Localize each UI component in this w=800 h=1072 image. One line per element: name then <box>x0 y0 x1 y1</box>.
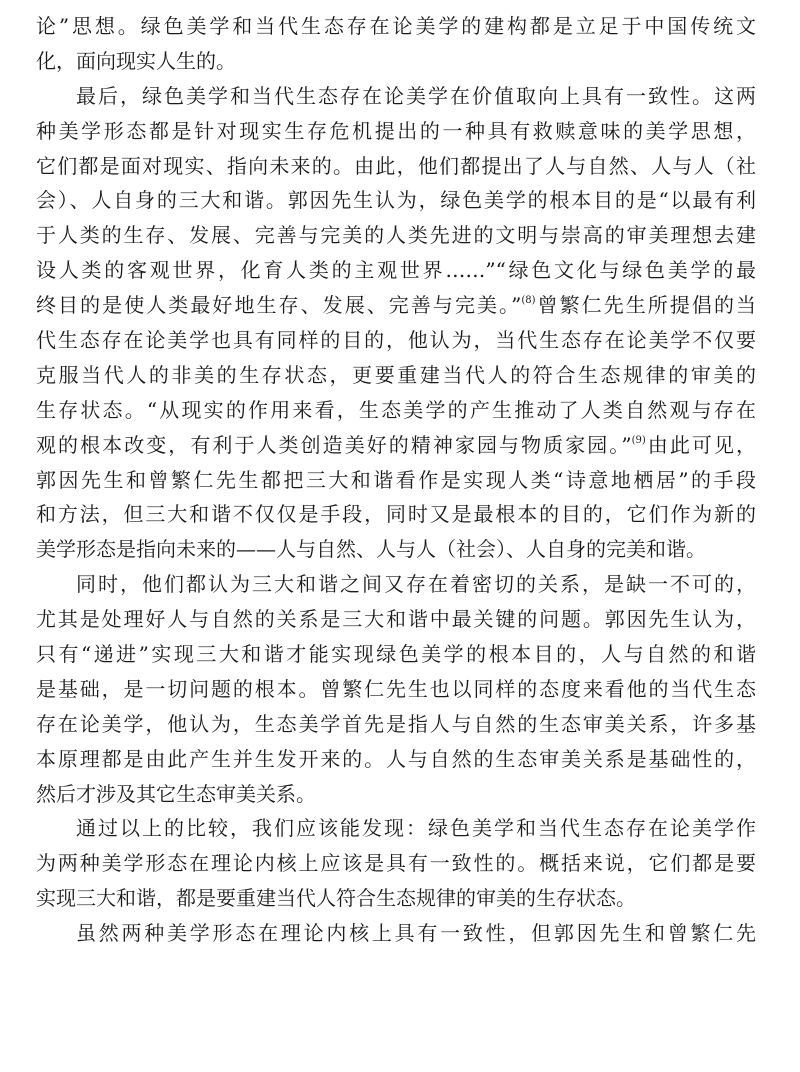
line-text: 它们都是面对现实、指向未来的。由此，他们都提出了人与自然、人与人（社 <box>36 153 756 178</box>
line-text: 种美学形态都是针对现实生存危机提出的一种具有救赎意味的美学思想， <box>36 118 756 143</box>
line-text: 通过以上的比较，我们应该能发现：绿色美学和当代生态存在论美学作 <box>76 816 756 841</box>
text-line <box>36 323 756 358</box>
text-line <box>36 567 756 602</box>
text-line <box>36 811 756 846</box>
text-line <box>36 777 756 812</box>
line-text: 观的根本改变，有利于人类创造美好的精神家园与物质家园。” <box>36 432 632 457</box>
footnote-marker: (8) <box>521 295 536 307</box>
line-text-continued: 由此可见， <box>645 432 756 457</box>
text-line <box>36 218 756 253</box>
text-line <box>36 79 756 114</box>
text-line <box>36 881 756 916</box>
line-text: 实现三大和谐，都是要重建当代人符合生态规律的审美的生存状态。 <box>36 886 636 911</box>
line-text: 和方法，但三大和谐不仅仅是手段，同时又是最根本的目的，它们作为新的 <box>36 502 756 527</box>
text-line <box>36 253 756 288</box>
line-text: 论”思想。绿色美学和当代生态存在论美学的建构都是立足于中国传统文 <box>36 14 756 38</box>
line-text: 终目的是使人类最好地生存、发展、完善与完美。” <box>36 293 522 318</box>
footnote-marker: (9) <box>631 434 646 446</box>
text-line <box>36 288 756 323</box>
line-text: 最后，绿色美学和当代生态存在论美学在价值取向上具有一致性。这两 <box>76 83 756 108</box>
line-text: 生存状态。“从现实的作用来看，生态美学的产生推动了人类自然观与存在 <box>36 397 756 422</box>
line-text: 设人类的客观世界，化育人类的主观世界……”“绿色文化与绿色美学的最 <box>36 258 756 283</box>
line-text: 存在论美学，他认为，生态美学首先是指人与自然的生态审美关系，许多基 <box>36 711 756 736</box>
text-line <box>36 672 756 707</box>
text-line <box>36 9 756 44</box>
line-text: 美学形态是指向未来的——人与自然、人与人（社会）、人自身的完美和谐。 <box>36 537 706 562</box>
text-line <box>36 463 756 498</box>
line-text-continued: 曾繁仁先生所提倡的当 <box>535 293 756 318</box>
text-line <box>36 916 756 951</box>
text-line <box>36 707 756 742</box>
line-text: 郭因先生和曾繁仁先生都把三大和谐看作是实现人类“诗意地栖居”的手段 <box>36 467 756 492</box>
text-line <box>36 44 756 79</box>
line-text: 然后才涉及其它生态审美关系。 <box>36 781 316 806</box>
line-text: 是基础，是一切问题的根本。曾繁仁先生也以同样的态度来看他的当代生态 <box>36 676 756 701</box>
text-line <box>36 358 756 393</box>
line-text: 尤其是处理好人与自然的关系是三大和谐中最关键的问题。郭因先生认为， <box>36 607 756 632</box>
text-line <box>36 149 756 184</box>
line-text: 只有“递进”实现三大和谐才能实现绿色美学的根本目的，人与自然的和谐 <box>36 642 756 667</box>
text-line <box>36 428 756 463</box>
text-line <box>36 846 756 881</box>
line-text: 同时，他们都认为三大和谐之间又存在着密切的关系，是缺一不可的， <box>76 572 756 597</box>
line-text: 为两种美学形态在理论内核上应该是具有一致性的。概括来说，它们都是要 <box>36 851 756 876</box>
text-line <box>36 497 756 532</box>
line-text: 化，面向现实人生的。 <box>36 48 236 73</box>
line-text: 克服当代人的非美的生存状态，更要重建当代人的符合生态规律的审美的 <box>36 362 756 387</box>
text-line <box>36 532 756 567</box>
line-text: 本原理都是由此产生并生发开来的。人与自然的生态审美关系是基础性的， <box>36 746 756 771</box>
text-line <box>36 393 756 428</box>
text-line <box>36 742 756 777</box>
text-line <box>36 183 756 218</box>
text-line <box>36 602 756 637</box>
line-text: 于人类的生存、发展、完善与完美的人类先进的文明与崇高的审美理想去建 <box>36 223 756 248</box>
line-text: 会）、人自身的三大和谐。郭因先生认为，绿色美学的根本目的是“以最有利 <box>36 188 756 213</box>
line-text: 虽然两种美学形态在理论内核上具有一致性，但郭因先生和曾繁仁先 <box>76 921 756 946</box>
line-text: 代生态存在论美学也具有同样的目的，他认为，当代生态存在论美学不仅要 <box>36 328 756 353</box>
body-text <box>36 9 756 951</box>
text-line <box>36 114 756 149</box>
text-line <box>36 637 756 672</box>
